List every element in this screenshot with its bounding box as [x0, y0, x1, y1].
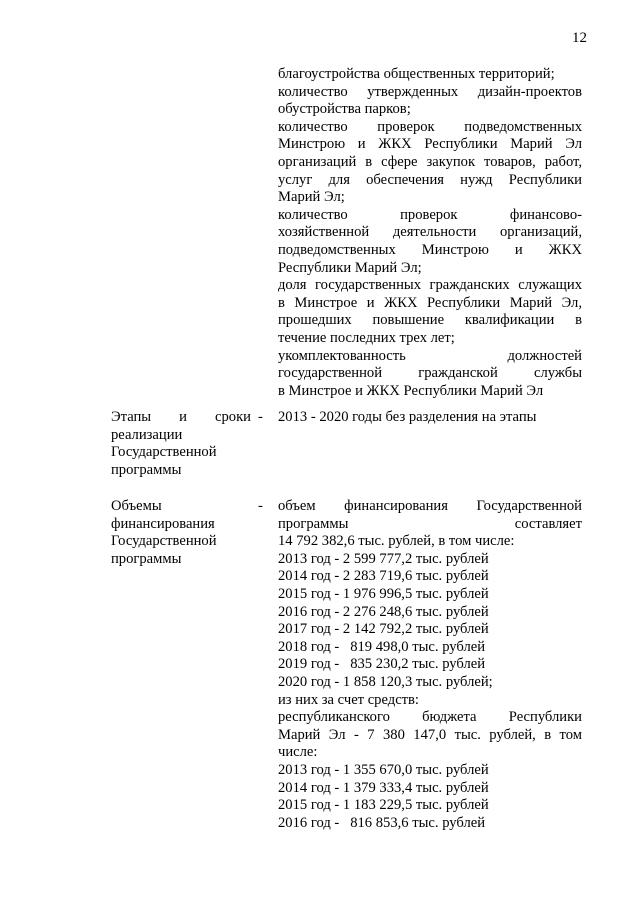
- stages-label-line: Этапы и сроки: [111, 409, 251, 425]
- funding-label-line: Объемы: [111, 498, 162, 514]
- indicator-line: Марий Эл;: [278, 189, 345, 206]
- funding-value-line: 2019 год - 835 230,2 тыс. рублей: [278, 656, 486, 673]
- indicator-line: количество проверок финансово-: [278, 206, 582, 223]
- funding-value-line: 2016 год - 2 276 248,6 тыс. рублей: [278, 603, 489, 620]
- funding-value-line: 2020 год - 1 858 120,3 тыс. рублей;: [278, 673, 493, 690]
- stages-value: [278, 409, 582, 427]
- indicator-line: Республики Марий Эл;: [278, 259, 422, 276]
- page-number: 12: [572, 30, 587, 46]
- funding-value-line: программы составляет: [278, 515, 582, 532]
- funding-value: [278, 498, 582, 832]
- funding-value-line: объем финансирования Государственной: [278, 498, 582, 514]
- indicator-line: благоустройства общественных территорий;: [278, 66, 555, 82]
- indicator-line: течение последних трех лет;: [278, 329, 455, 346]
- stages-label: [111, 409, 266, 479]
- indicator-line: Минстрою и ЖКХ Республики Марий Эл: [278, 136, 582, 153]
- funding-value-line: 2015 год - 1 183 229,5 тыс. рублей: [278, 797, 489, 814]
- continued-indicators-block: [278, 66, 582, 400]
- stages-label-line: программы: [111, 461, 182, 478]
- funding-value-line: 2013 год - 2 599 777,2 тыс. рублей: [278, 550, 489, 567]
- funding-label-line: финансирования: [111, 515, 215, 532]
- funding-value-line: 2018 год - 819 498,0 тыс. рублей: [278, 638, 486, 655]
- funding-value-line: числе:: [278, 744, 318, 761]
- stages-value-line: 2013 - 2020 годы без разделения на этапы: [278, 409, 537, 425]
- funding-value-line: 2016 год - 816 853,6 тыс. рублей: [278, 814, 486, 831]
- indicator-line: организаций в сфере закупок товаров, работ,: [278, 153, 582, 170]
- funding-label-line: Государственной: [111, 533, 217, 550]
- funding-value-line: 2013 год - 1 355 670,0 тыс. рублей: [278, 761, 489, 778]
- funding-label: [111, 498, 266, 568]
- funding-label-line: программы: [111, 550, 182, 567]
- indicator-line: подведомственных Минстрою и ЖКХ: [278, 241, 582, 258]
- indicator-line: в Минстрое и ЖКХ Республики Марий Эл: [278, 382, 544, 399]
- funding-value-line: 2014 год - 1 379 333,4 тыс. рублей: [278, 779, 489, 796]
- indicator-line: обустройства парков;: [278, 101, 411, 118]
- funding-value-line: 2014 год - 2 283 719,6 тыс. рублей: [278, 568, 489, 585]
- funding-value-line: из них за счет средств:: [278, 691, 419, 708]
- funding-value-line: 2017 год - 2 142 792,2 тыс. рублей: [278, 621, 489, 638]
- funding-value-line: Марий Эл - 7 380 147,0 тыс. рублей, в том: [278, 726, 582, 743]
- indicator-line: в Минстрое и ЖКХ Республики Марий Эл,: [278, 294, 582, 311]
- funding-value-line: 2015 год - 1 976 996,5 тыс. рублей: [278, 585, 489, 602]
- indicator-line: укомплектованность должностей: [278, 347, 582, 364]
- indicator-line: количество проверок подведомственных: [278, 118, 582, 135]
- funding-dash: -: [258, 498, 263, 514]
- indicator-line: количество утвержденных дизайн-проектов: [278, 83, 582, 100]
- funding-value-line: 14 792 382,6 тыс. рублей, в том числе:: [278, 533, 515, 550]
- indicator-line: доля государственных гражданских служащих: [278, 277, 582, 294]
- stages-label-line: реализации: [111, 426, 183, 443]
- stages-label-line: Государственной: [111, 444, 217, 461]
- stages-dash: -: [258, 409, 263, 425]
- indicator-line: услуг для обеспечения нужд Республики: [278, 171, 582, 188]
- funding-value-line: республиканского бюджета Республики: [278, 709, 582, 726]
- indicator-line: прошедших повышение квалификации в: [278, 312, 582, 329]
- indicator-line: государственной гражданской службы: [278, 365, 582, 382]
- indicator-line: хозяйственной деятельности организаций,: [278, 224, 582, 241]
